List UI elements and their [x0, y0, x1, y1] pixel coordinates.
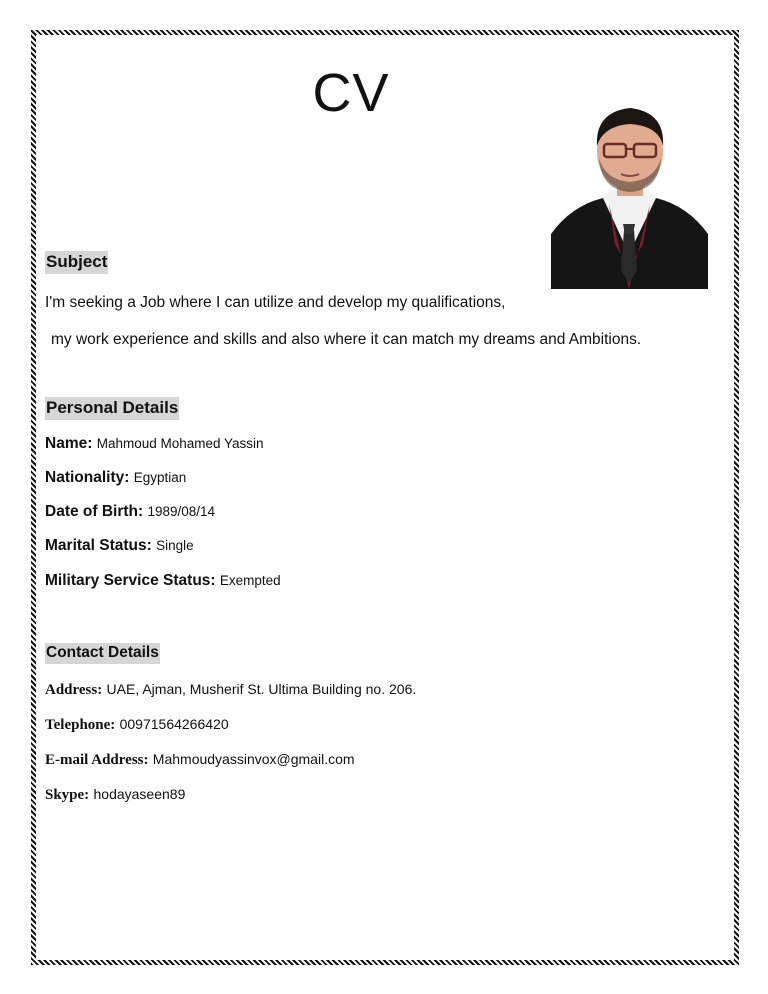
- marital-status-row: [45, 537, 194, 555]
- cv-title: CV: [312, 63, 390, 123]
- skype-label: Skype:: [45, 787, 90, 803]
- subject-line-2: my work experience and skills and also where it can match my dreams and Ambitions.: [51, 331, 642, 348]
- name-row: [45, 435, 264, 453]
- nationality-row: [45, 469, 186, 487]
- address-row: [45, 681, 416, 699]
- telephone-row: [45, 716, 229, 734]
- military-status-value: Exempted: [219, 573, 281, 588]
- email-value[interactable]: Mahmoudyassinvox@gmail.com: [152, 751, 355, 767]
- address-value: UAE, Ajman, Musherif St. Ultima Building no. 206.: [106, 681, 417, 697]
- subject-line-1: I'm seeking a Job where I can utilize and develop my qualifications,: [45, 294, 506, 311]
- telephone-value: 00971564266420: [119, 716, 229, 732]
- email-row: [45, 751, 355, 769]
- dob-label: Date of Birth:: [45, 503, 144, 520]
- nationality-label: Nationality:: [45, 469, 130, 486]
- name-label: Name:: [45, 435, 93, 452]
- nationality-value: Egyptian: [133, 470, 187, 485]
- dob-row: [45, 503, 215, 521]
- dob-value: 1989/08/14: [147, 504, 216, 519]
- skype-value: hodayaseen89: [93, 786, 186, 802]
- marital-status-value: Single: [156, 538, 194, 553]
- profile-photo: [551, 94, 708, 289]
- personal-details-heading: Personal Details: [45, 397, 179, 420]
- address-label: Address:: [45, 682, 103, 698]
- telephone-label: Telephone:: [45, 717, 116, 733]
- contact-details-heading: Contact Details: [45, 643, 160, 664]
- email-label: E-mail Address:: [45, 752, 149, 768]
- military-status-row: [45, 572, 281, 590]
- marital-status-label: Marital Status:: [45, 537, 152, 554]
- name-value: Mahmoud Mohamed Yassin: [96, 436, 264, 451]
- military-status-label: Military Service Status:: [45, 572, 216, 589]
- subject-heading: Subject: [45, 251, 108, 274]
- skype-row: [45, 786, 185, 804]
